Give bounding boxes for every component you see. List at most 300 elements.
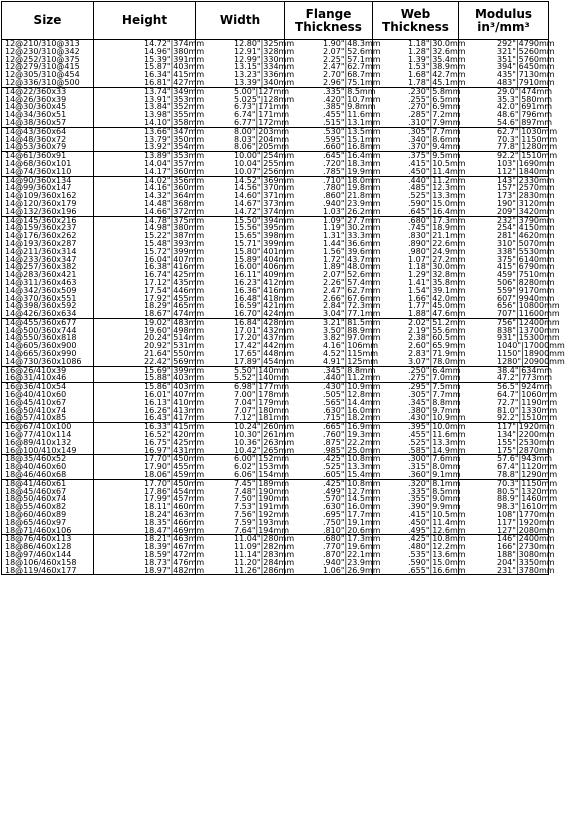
height-value: 16.01"|407mm bbox=[144, 390, 205, 400]
height-value: 14.66"|372mm bbox=[144, 206, 205, 216]
web-thickness-value: .525"|13.3mm bbox=[408, 191, 466, 201]
table-body bbox=[2, 39, 565, 575]
modulus-value: 173"|2830mm bbox=[497, 191, 555, 201]
flange-thickness-value: .750"|19.1mm bbox=[323, 517, 381, 527]
size-value: 18@60/460x89 bbox=[5, 510, 67, 520]
flange-thickness-value: .665"|16.9mm bbox=[323, 422, 381, 432]
modulus-cell bbox=[459, 86, 553, 127]
width-value: 14.60"|371mm bbox=[234, 191, 295, 201]
height-value: 18.11"|460mm bbox=[144, 502, 205, 512]
modulus-value: 415"|6790mm bbox=[497, 262, 555, 272]
web-thickness-value: .450"|11.4mm bbox=[408, 166, 466, 176]
width-value: 10.36"|263mm bbox=[234, 437, 295, 447]
size-value: 18@106/460x158 bbox=[5, 557, 77, 567]
height-value: 16.97"|431mm bbox=[144, 445, 205, 455]
flange-thickness-value: .385"|9.8mm bbox=[323, 102, 376, 112]
web-thickness-value: .340"|8.6mm bbox=[408, 134, 461, 144]
height-value: 19.60"|498mm bbox=[144, 325, 205, 335]
table-row bbox=[2, 152, 549, 176]
height-value: 17.54"|446mm bbox=[144, 285, 205, 295]
size-value: 18@76/460x113 bbox=[5, 534, 72, 544]
size-cell bbox=[2, 366, 94, 383]
flange-thickness-value: .780"|19.8mm bbox=[323, 183, 381, 193]
modulus-value: 232"|3790mm bbox=[497, 215, 555, 225]
width-value: 16.00"|406mm bbox=[234, 262, 295, 272]
modulus-value: 42.0"|691mm bbox=[497, 102, 553, 112]
web-thickness-value: .390"|9.9mm bbox=[408, 502, 461, 512]
flange-thickness-value: 2.70"|68.7mm bbox=[323, 70, 381, 80]
size-value: 18@50/460x74 bbox=[5, 494, 67, 504]
table-row bbox=[2, 318, 549, 366]
width-value: 17.42"|442mm bbox=[234, 341, 295, 351]
flange-thickness-value: .715"|18.2mm bbox=[323, 413, 381, 423]
height-value: 14.78"|375mm bbox=[144, 215, 205, 225]
web-thickness-value: .495"|12.6mm bbox=[408, 525, 466, 535]
web-thickness-value: .430"|10.9mm bbox=[408, 413, 466, 423]
flange-thickness-value: 2.26"|57.4mm bbox=[323, 277, 381, 287]
modulus-cell bbox=[459, 478, 558, 535]
flange-thickness-value: 4.91"|125mm bbox=[323, 356, 379, 366]
modulus-value: 281"|4620mm bbox=[497, 231, 555, 241]
web-thickness-value: .655"|16.6mm bbox=[408, 565, 466, 575]
modulus-value: 254"|4150mm bbox=[497, 223, 555, 233]
size-value: 16@45/410x67 bbox=[5, 397, 67, 407]
width-value: 12.99"|330mm bbox=[234, 54, 295, 64]
height-value: 17.99"|457mm bbox=[144, 494, 205, 504]
size-cell bbox=[2, 423, 94, 455]
flange-thickness-value: 2.07"|52.6mm bbox=[323, 46, 381, 56]
size-value: 18@86/460x128 bbox=[5, 542, 72, 552]
header-height: Height bbox=[94, 2, 196, 40]
flange-thickness-value: 1.19"|30.2mm bbox=[323, 223, 381, 233]
width-value: 7.48"|190mm bbox=[234, 486, 290, 496]
size-value: 18@41/460x61 bbox=[5, 478, 67, 488]
width-cell bbox=[196, 86, 295, 127]
web-thickness-value: 2.02"|51.2mm bbox=[408, 317, 466, 327]
web-thickness-value: .285"|7.2mm bbox=[408, 110, 461, 120]
modulus-value: 1150"|18900mm bbox=[497, 349, 565, 359]
web-thickness-value: .525"|13.3mm bbox=[408, 437, 466, 447]
flange-thickness-cell bbox=[285, 534, 381, 575]
web-thickness-value: .980"|24.9mm bbox=[408, 246, 466, 256]
flange-thickness-value: .605"|15.4mm bbox=[323, 470, 381, 480]
flange-thickness-value: 1.90"|48.3mm bbox=[323, 39, 381, 48]
flange-thickness-value: .720"|18.3mm bbox=[323, 158, 381, 168]
height-value: 16.43"|417mm bbox=[144, 413, 205, 423]
web-thickness-value: .310"|7.9mm bbox=[408, 117, 461, 127]
height-value: 13.66"|347mm bbox=[144, 126, 205, 136]
width-value: 11.20"|284mm bbox=[234, 557, 295, 567]
height-cell bbox=[94, 478, 205, 535]
width-value: 6.74"|171mm bbox=[234, 110, 290, 120]
size-value: 14@26/360x39 bbox=[5, 94, 67, 104]
width-value: 16.59"|421mm bbox=[234, 301, 295, 311]
modulus-value: 56.5"|924mm bbox=[497, 382, 553, 392]
modulus-value: 70.3"|1150mm bbox=[497, 134, 558, 144]
modulus-value: 310"|5070mm bbox=[497, 238, 555, 248]
size-value: 14@61/360x91 bbox=[5, 151, 67, 161]
size-value: 14@370/360x551 bbox=[5, 293, 77, 303]
modulus-value: 127"|2080mm bbox=[497, 525, 555, 535]
width-value: 13.15"|334mm bbox=[234, 62, 295, 72]
modulus-value: 98.3"|1610mm bbox=[497, 502, 558, 512]
size-value: 18@119/460x177 bbox=[5, 565, 77, 575]
size-value: 14@257/360x382 bbox=[5, 262, 77, 272]
flange-thickness-value: .530"|13.5mm bbox=[323, 126, 381, 136]
width-value: 16.84"|428mm bbox=[234, 317, 295, 327]
flange-thickness-cell bbox=[285, 126, 381, 152]
height-value: 13.74"|349mm bbox=[144, 86, 205, 96]
table-row bbox=[2, 40, 549, 88]
flange-thickness-cell bbox=[285, 365, 381, 383]
web-thickness-cell bbox=[373, 127, 459, 151]
flange-thickness-value: 2.66"|67.6mm bbox=[323, 293, 381, 303]
web-thickness-cell bbox=[373, 366, 459, 383]
width-value: 7.50"|190mm bbox=[234, 494, 290, 504]
height-value: 14.98"|380mm bbox=[144, 223, 205, 233]
flange-thickness-value: .770"|19.6mm bbox=[323, 542, 381, 552]
flange-thickness-value: .680"|17.3mm bbox=[323, 534, 381, 544]
width-value: 6.00"|152mm bbox=[234, 454, 290, 464]
height-value: 14.72"|374mm bbox=[144, 39, 205, 48]
size-cell bbox=[2, 383, 94, 423]
height-value: 16.34"|415mm bbox=[144, 70, 205, 80]
size-cell bbox=[2, 535, 94, 575]
modulus-cell bbox=[459, 534, 555, 575]
table-row bbox=[2, 423, 549, 455]
web-thickness-value: .395"|10.0mm bbox=[408, 422, 466, 432]
width-value: 7.04"|179mm bbox=[234, 397, 290, 407]
size-value: 14@665/360x990 bbox=[5, 349, 77, 359]
height-value: 17.70"|450mm bbox=[144, 454, 205, 464]
web-thickness-value: 1.88"|47.6mm bbox=[408, 309, 466, 319]
width-value: 14.56"|370mm bbox=[234, 183, 295, 193]
web-thickness-value: 1.18"|30.0mm bbox=[408, 262, 466, 272]
flange-thickness-value: .785"|19.9mm bbox=[323, 166, 381, 176]
web-thickness-value: 1.66"|42.0mm bbox=[408, 293, 466, 303]
width-value: 15.80"|401mm bbox=[234, 246, 295, 256]
height-value: 13.79"|350mm bbox=[144, 134, 205, 144]
flange-thickness-value: .345"|8.8mm bbox=[323, 365, 376, 375]
modulus-value: 103"|1690mm bbox=[497, 158, 555, 168]
size-value: 18@55/460x82 bbox=[5, 502, 67, 512]
height-cell bbox=[94, 317, 205, 366]
width-value: 13.39"|340mm bbox=[234, 77, 295, 87]
web-thickness-value: 2.19"|55.6mm bbox=[408, 325, 466, 335]
size-value: 14@68/360x101 bbox=[5, 158, 72, 168]
height-value: 18.06"|459mm bbox=[144, 470, 205, 480]
width-value: 16.23"|412mm bbox=[234, 277, 295, 287]
height-value: 15.48"|393mm bbox=[144, 238, 205, 248]
flange-thickness-cell bbox=[285, 454, 381, 480]
height-value: 20.92"|531mm bbox=[144, 341, 205, 351]
modulus-value: 80.5"|1320mm bbox=[497, 486, 558, 496]
height-value: 18.35"|466mm bbox=[144, 517, 205, 527]
height-cell bbox=[94, 365, 205, 383]
width-value: 13.23"|336mm bbox=[234, 70, 295, 80]
size-value: 14@43/360x64 bbox=[5, 126, 67, 136]
flange-thickness-value: .985"|25.0mm bbox=[323, 445, 381, 455]
web-thickness-cell bbox=[373, 382, 466, 423]
height-value: 14.96"|380mm bbox=[144, 46, 205, 56]
width-value: 10.30"|261mm bbox=[234, 430, 295, 440]
web-thickness-value: .255"|6.5mm bbox=[408, 94, 461, 104]
width-value: 6.77"|172mm bbox=[234, 117, 290, 127]
header-row bbox=[2, 2, 549, 40]
table-row bbox=[2, 176, 549, 216]
modulus-value: 155"|2530mm bbox=[497, 437, 555, 447]
size-value: 14@455/360x677 bbox=[5, 317, 77, 327]
width-value: 14.67"|373mm bbox=[234, 198, 295, 208]
size-value: 14@99/360x147 bbox=[5, 183, 72, 193]
web-thickness-value: .415"|10.5mm bbox=[408, 510, 466, 520]
flange-thickness-value: 2.47"|62.7mm bbox=[323, 285, 381, 295]
width-value: 6.06"|154mm bbox=[234, 470, 290, 480]
modulus-value: 92.2"|1510mm bbox=[497, 413, 558, 423]
size-value: 14@398/360x592 bbox=[5, 301, 77, 311]
web-thickness-value: .425"|10.8mm bbox=[408, 534, 466, 544]
size-value: 14@22/360x33 bbox=[5, 86, 67, 96]
flange-thickness-value: 1.06"|26.9mm bbox=[323, 565, 381, 575]
height-cell bbox=[94, 175, 205, 216]
size-value: 14@38/360x57 bbox=[5, 117, 67, 127]
width-value: 10.00"|254mm bbox=[234, 151, 295, 161]
modulus-value: 394"|6450mm bbox=[497, 62, 555, 72]
flange-thickness-value: 1.89"|48.0mm bbox=[323, 262, 381, 272]
size-value: 18@97/460x144 bbox=[5, 550, 72, 559]
size-cell bbox=[2, 152, 94, 176]
height-value: 22.42"|569mm bbox=[144, 356, 205, 366]
modulus-value: 81.0"|1330mm bbox=[497, 405, 558, 415]
height-value: 16.74"|425mm bbox=[144, 270, 205, 280]
height-value: 16.04"|407mm bbox=[144, 254, 205, 264]
size-cell bbox=[2, 40, 94, 88]
height-value: 15.86"|403mm bbox=[144, 382, 205, 392]
modulus-cell bbox=[459, 317, 565, 366]
modulus-value: 108"|1770mm bbox=[497, 510, 555, 520]
web-thickness-value: .300"|7.6mm bbox=[408, 454, 461, 464]
flange-thickness-value: .760"|19.3mm bbox=[323, 430, 381, 440]
height-value: 18.97"|482mm bbox=[144, 565, 205, 575]
web-thickness-value: 1.39"|35.4mm bbox=[408, 54, 466, 64]
flange-thickness-value: .425"|10.8mm bbox=[323, 478, 381, 488]
web-thickness-value: 1.78"|45.1mm bbox=[408, 77, 466, 87]
web-thickness-value: .485"|12.3mm bbox=[408, 183, 466, 193]
size-value: 16@40/410x60 bbox=[5, 390, 67, 400]
flange-thickness-value: .499"|12.7mm bbox=[323, 486, 381, 496]
modulus-value: 1040"|17000mm bbox=[497, 341, 565, 351]
height-value: 14.02"|356mm bbox=[144, 175, 205, 185]
flange-thickness-value: .810"|20.6mm bbox=[323, 525, 381, 535]
modulus-value: 707"|11600mm bbox=[497, 309, 560, 319]
web-thickness-value: .535"|13.6mm bbox=[408, 550, 466, 559]
size-value: 14@605/360x900 bbox=[5, 341, 77, 351]
web-thickness-value: 2.83"|71.9mm bbox=[408, 349, 466, 359]
height-value: 21.64"|550mm bbox=[144, 349, 205, 359]
width-value: 7.56"|192mm bbox=[234, 510, 290, 520]
modulus-value: 188"|3080mm bbox=[497, 550, 555, 559]
size-value: 14@30/360x45 bbox=[5, 102, 67, 112]
width-cell bbox=[196, 478, 290, 535]
web-thickness-value: .305"|7.7mm bbox=[408, 390, 461, 400]
flange-thickness-cell bbox=[285, 215, 381, 319]
size-value: 18@40/460x60 bbox=[5, 462, 67, 472]
size-value: 14@730/360x1086 bbox=[5, 356, 82, 366]
header-size: Size bbox=[2, 2, 94, 40]
flange-thickness-value: .940"|23.9mm bbox=[323, 198, 381, 208]
modulus-value: 47.2"|773mm bbox=[497, 373, 553, 383]
web-thickness-value: .590"|15.0mm bbox=[408, 198, 466, 208]
size-value: 14@120/360x179 bbox=[5, 198, 77, 208]
size-cell bbox=[2, 318, 94, 366]
flange-thickness-value: 2.96"|75.1mm bbox=[323, 77, 381, 87]
width-value: 7.12"|181mm bbox=[234, 413, 290, 423]
modulus-cell bbox=[459, 151, 558, 176]
web-thickness-value: .590"|15.0mm bbox=[408, 557, 466, 567]
size-value: 12@230/310@342 bbox=[5, 46, 80, 56]
size-value: 18@65/460x97 bbox=[5, 517, 67, 527]
size-value: 16@26/410x39 bbox=[5, 365, 67, 375]
flange-thickness-value: 4.16"|106mm bbox=[323, 341, 379, 351]
height-value: 17.12"|435mm bbox=[144, 277, 205, 287]
width-value: 12.80"|325mm bbox=[234, 39, 295, 48]
modulus-value: 143"|2330mm bbox=[497, 175, 555, 185]
flange-thickness-value: .630"|16.0mm bbox=[323, 405, 381, 415]
width-value: 5.00"|127mm bbox=[234, 86, 290, 96]
flange-thickness-value: .570"|14.5mm bbox=[323, 494, 381, 504]
width-cell bbox=[196, 126, 290, 152]
width-value: 11.14"|283mm bbox=[234, 550, 295, 559]
width-value: 15.65"|398mm bbox=[234, 231, 295, 241]
flange-thickness-value: 3.21"|81.5mm bbox=[323, 317, 381, 327]
web-thickness-cell bbox=[373, 151, 466, 176]
web-thickness-value: 1.54"|39.1mm bbox=[408, 285, 466, 295]
modulus-value: 57.6"|943mm bbox=[497, 454, 553, 464]
size-value: 18@46/460x68 bbox=[5, 470, 67, 480]
web-thickness-value: .375"|9.5mm bbox=[408, 151, 461, 161]
height-value: 15.39"|391mm bbox=[144, 54, 205, 64]
web-thickness-value: .360"|9.1mm bbox=[408, 470, 461, 480]
web-thickness-cell bbox=[373, 422, 466, 455]
size-value: 14@311/360x463 bbox=[5, 277, 77, 287]
width-value: 8.00"|203mm bbox=[234, 126, 290, 136]
height-cell bbox=[94, 454, 205, 480]
width-value: 14.52"|369mm bbox=[234, 175, 295, 185]
flange-thickness-value: 2.25"|57.1mm bbox=[323, 54, 381, 64]
modulus-value: 29.0"|474mm bbox=[497, 86, 553, 96]
web-thickness-cell bbox=[373, 87, 459, 127]
height-value: 18.21"|463mm bbox=[144, 534, 205, 544]
flange-thickness-value: .565"|14.4mm bbox=[323, 397, 381, 407]
flange-thickness-cell bbox=[285, 39, 381, 88]
size-value: 16@89/410x132 bbox=[5, 437, 72, 447]
web-thickness-value: .230"|5.8mm bbox=[408, 86, 461, 96]
modulus-value: 92.2"|1510mm bbox=[497, 151, 558, 161]
web-thickness-value: 3.07"|78.0mm bbox=[408, 356, 466, 366]
height-value: 15.72"|399mm bbox=[144, 246, 205, 256]
web-thickness-value: .890"|22.6mm bbox=[408, 238, 466, 248]
width-value: 17.20"|437mm bbox=[234, 333, 295, 343]
height-value: 16.81"|427mm bbox=[144, 77, 205, 87]
width-value: 10.04"|255mm bbox=[234, 158, 295, 168]
modulus-value: 459"|7510mm bbox=[497, 270, 555, 280]
web-thickness-value: 1.53"|38.9mm bbox=[408, 62, 466, 72]
width-value: 8.03"|204mm bbox=[234, 134, 290, 144]
size-cell bbox=[2, 176, 94, 216]
web-thickness-value: .680"|17.3mm bbox=[408, 215, 466, 225]
web-thickness-value: .455"|11.6mm bbox=[408, 430, 466, 440]
modulus-cell bbox=[459, 422, 555, 455]
modulus-cell bbox=[459, 126, 558, 152]
width-value: 6.02"|153mm bbox=[234, 462, 290, 472]
modulus-value: 204"|3350mm bbox=[497, 557, 555, 567]
height-value: 18.24"|463mm bbox=[144, 510, 205, 520]
width-cell bbox=[196, 454, 290, 480]
modulus-value: 77.8"|1280mm bbox=[497, 142, 558, 152]
flange-thickness-value: .710"|18.0mm bbox=[323, 175, 381, 185]
modulus-value: 166"|2730mm bbox=[497, 542, 555, 552]
width-value: 11.26"|286mm bbox=[234, 565, 295, 575]
height-value: 17.90"|455mm bbox=[144, 462, 205, 472]
height-cell bbox=[94, 126, 205, 152]
flange-thickness-value: .425"|10.8mm bbox=[323, 454, 381, 464]
web-thickness-value: .415"|10.5mm bbox=[408, 158, 466, 168]
web-thickness-value: .830"|21.1mm bbox=[408, 231, 466, 241]
modulus-value: 1280"|20900mm bbox=[497, 356, 565, 366]
width-value: 17.89"|454mm bbox=[234, 356, 295, 366]
web-thickness-cell bbox=[373, 215, 466, 319]
size-value: 12@279/310@415 bbox=[5, 62, 80, 72]
height-value: 15.69"|399mm bbox=[144, 365, 205, 375]
modulus-value: 338"|5530mm bbox=[497, 246, 555, 256]
flange-thickness-value: .335"|8.5mm bbox=[323, 86, 376, 96]
table-row bbox=[2, 479, 549, 535]
size-value: 14@211/360x314 bbox=[5, 246, 77, 256]
web-thickness-value: .250"|6.4mm bbox=[408, 365, 461, 375]
width-value: 10.07"|256mm bbox=[234, 166, 295, 176]
web-thickness-cell bbox=[373, 317, 466, 366]
web-thickness-cell bbox=[373, 534, 466, 575]
flange-thickness-value: .595"|15.1mm bbox=[323, 134, 381, 144]
size-cell bbox=[2, 87, 94, 127]
height-value: 16.38"|416mm bbox=[144, 262, 205, 272]
web-thickness-cell bbox=[373, 39, 466, 88]
width-value: 15.56"|395mm bbox=[234, 223, 295, 233]
flange-thickness-value: .525"|13.3mm bbox=[323, 462, 381, 472]
flange-thickness-value: .875"|22.2mm bbox=[323, 437, 381, 447]
height-cell bbox=[94, 422, 205, 455]
modulus-value: 607"|9940mm bbox=[497, 293, 555, 303]
modulus-value: 112"|1840mm bbox=[497, 166, 555, 176]
modulus-value: 134"|2200mm bbox=[497, 430, 555, 440]
width-cell bbox=[196, 422, 295, 455]
web-thickness-value: .320"|8.1mm bbox=[408, 478, 461, 488]
size-value: 18@35/460x52 bbox=[5, 454, 67, 464]
width-value: 15.71"|399mm bbox=[234, 238, 295, 248]
table-row bbox=[2, 216, 549, 318]
height-value: 13.84"|352mm bbox=[144, 102, 205, 112]
height-value: 18.39"|467mm bbox=[144, 542, 205, 552]
height-value: 14.10"|358mm bbox=[144, 117, 205, 127]
modulus-value: 38.4"|634mm bbox=[497, 365, 553, 375]
modulus-value: 157"|2570mm bbox=[497, 183, 555, 193]
height-value: 14.17"|360mm bbox=[144, 166, 205, 176]
modulus-value: 559"|9170mm bbox=[497, 285, 555, 295]
modulus-cell bbox=[459, 39, 555, 88]
size-value: 12@305/310@454 bbox=[5, 70, 80, 80]
modulus-value: 67.4"|1120mm bbox=[497, 462, 558, 472]
width-value: 7.53"|191mm bbox=[234, 502, 290, 512]
